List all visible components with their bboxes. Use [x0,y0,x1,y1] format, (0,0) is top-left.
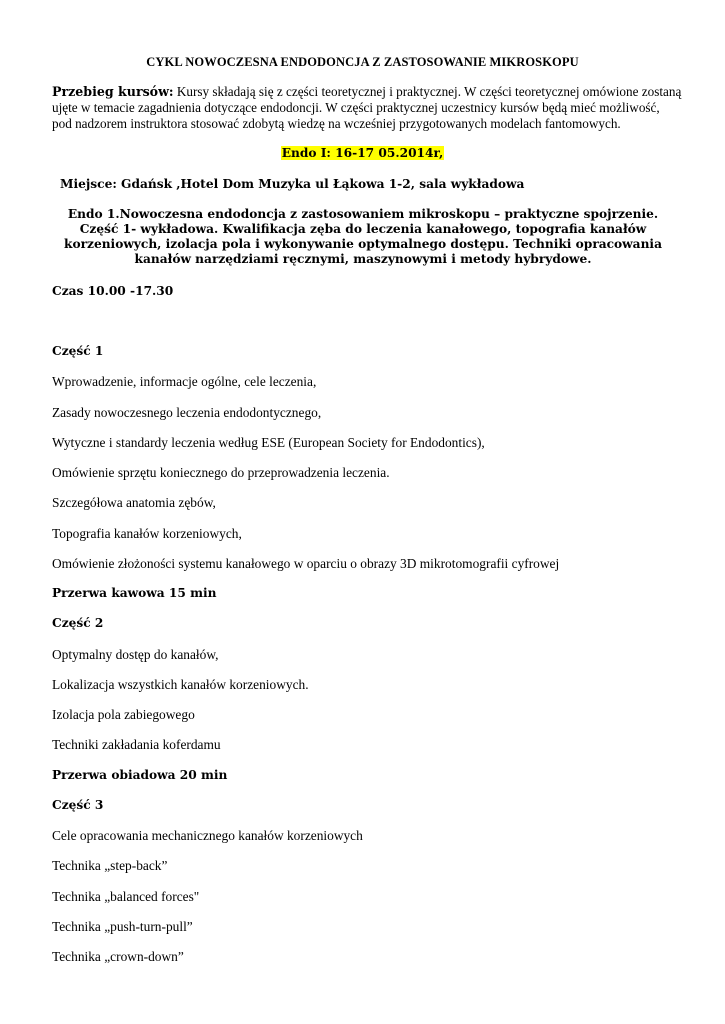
list-item: Techniki zakładania koferdamu [52,737,221,753]
list-item: Wytyczne i standardy leczenia według ESE (European Society for Endodontics), [52,434,485,450]
section-heading: Przerwa kawowa 15 min [52,586,217,600]
list-item: Technika „step-back” [52,858,168,874]
list-item: Technika „push-turn-pull” [52,918,193,934]
list-item: Optymalny dostęp do kanałów, [52,646,219,662]
intro-text: Kursy składają się z części teoretycznej i praktycznej. W części teoretycznej omówione zostaną ujęte w temacie zagadnienia dotyczące endodoncji. W części praktycznej uczestnicy kursów będą mieć możliwość, pod nadzorem instruktora stosować zdobytą wiedzę na wcześniej przygotowanych modelach fantomowych. [52,84,682,131]
section-heading: Część 1 [52,344,104,358]
list-item: Lokalizacja wszystkich kanałów korzeniowych. [52,676,309,692]
section-heading: Część 3 [52,797,104,812]
intro-label: Przebieg kursów: [52,84,174,99]
list-item: Izolacja pola zabiegowego [52,707,195,722]
list-item: Technika „crown-down” [52,949,184,964]
list-item: Topografia kanałów korzeniowych, [52,525,242,541]
document-title: CYKL NOWOCZESNA ENDODONCJA Z ZASTOSOWANIE MIKROSKOPU [146,55,579,69]
list-item: Wprowadzenie, informacje ogólne, cele leczenia, [52,374,317,390]
list-item: Zasady nowoczesnego leczenia endodontycznego, [52,404,322,420]
date-line [0,146,725,160]
section-heading: Przerwa obiadowa 20 min [52,767,228,782]
list-item: Cele opracowania mechanicznego kanałów korzeniowych [52,828,363,843]
list-item: Omówienie złożoności systemu kanałowego w oparciu o obrazy 3D mikrotomografii cyfrowej [52,555,560,571]
list-item: Szczegółowa anatomia zębów, [52,495,216,511]
time-line: Czas 10.00 -17.30 [52,284,174,298]
topic-paragraph: Endo 1.Nowoczesna endodoncja z zastosowaniem mikroskopu – praktyczne spojrzenie. Część 1- wykładowa. Kwalifikacja zęba do leczenia kanałowego, topografia kanałów korzeniowych, izolacja pola i wykonywanie optymalnego dostępu. Techniki opracowania kanałów narzędziami ręcznymi, maszynowymi i metody hybrydowe. [64,207,662,266]
list-item: Technika „balanced forces" [52,888,200,904]
date-highlight: Endo I: 16-17 05.2014r, [281,146,444,160]
intro-paragraph [52,84,682,132]
section-heading: Część 2 [52,616,104,631]
list-item: Omówienie sprzętu koniecznego do przeprowadzenia leczenia. [52,465,390,480]
place-line: Miejsce: Gdańsk ,Hotel Dom Muzyka ul Łąkowa 1-2, sala wykładowa [60,177,525,191]
